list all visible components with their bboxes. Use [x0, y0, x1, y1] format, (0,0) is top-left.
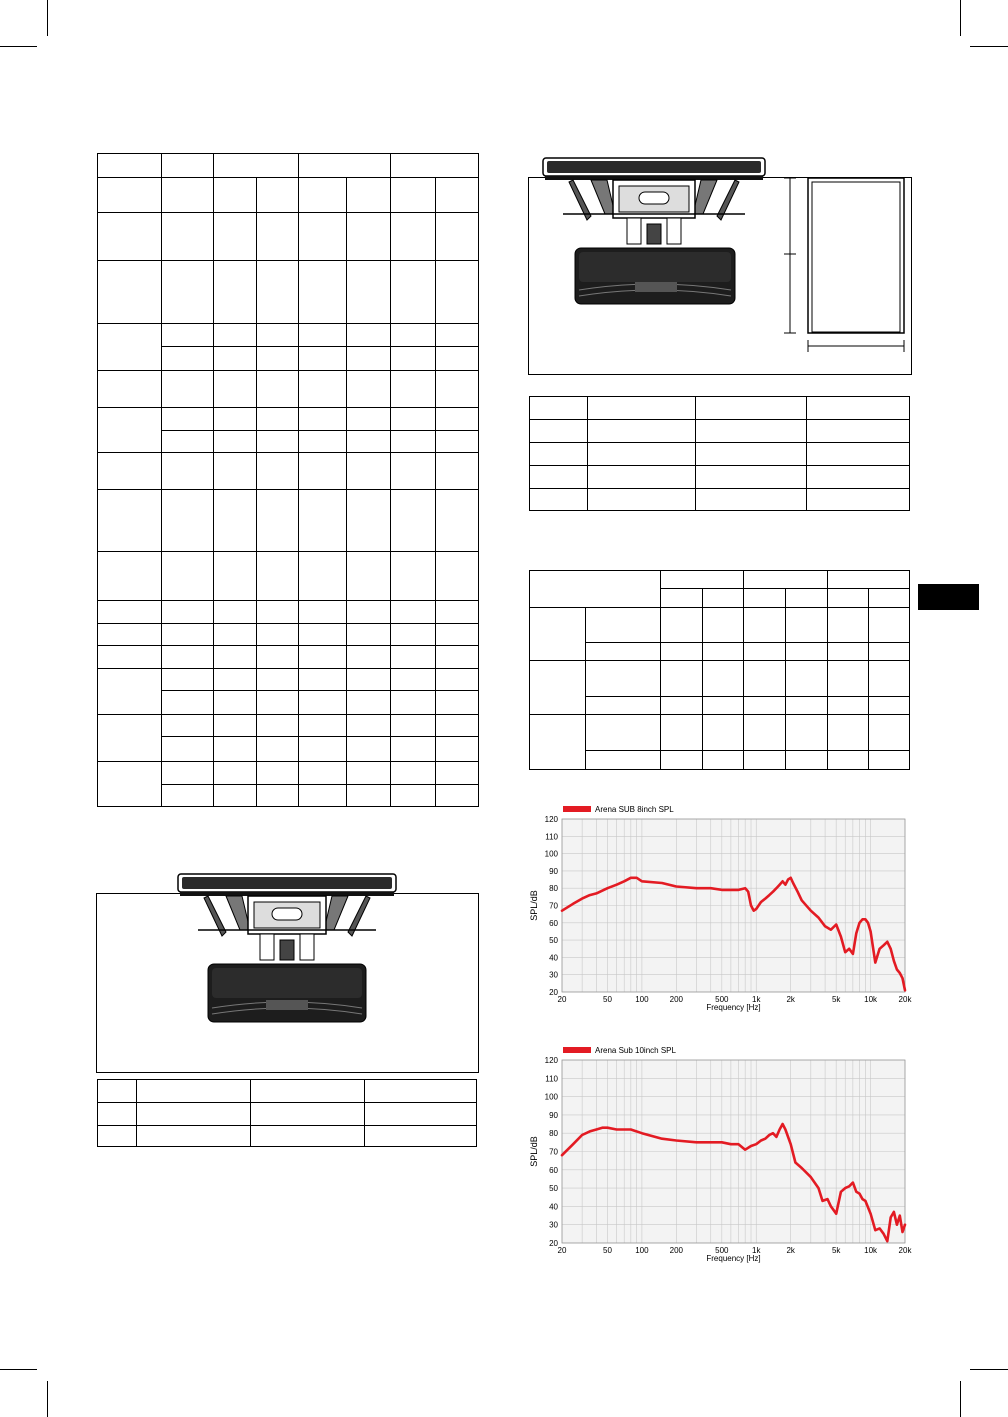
- subwoofer-side-view-image: [541, 156, 767, 308]
- table-row: [530, 607, 909, 608]
- y-tick-label: 60: [549, 918, 558, 928]
- table-column: [702, 588, 703, 769]
- table-row: [98, 260, 478, 261]
- section-tab: [918, 584, 979, 610]
- table-column: [868, 588, 869, 769]
- table-column: [585, 607, 586, 769]
- table-column: [161, 154, 162, 806]
- x-tick-label: 500: [715, 1246, 729, 1255]
- x-tick-label: 20: [557, 995, 567, 1004]
- table-row: [98, 714, 478, 715]
- legend-swatch: [563, 1047, 591, 1053]
- table-row: [98, 407, 478, 408]
- dimensions-table-small: [97, 1079, 477, 1147]
- crop-mark: [0, 1369, 37, 1370]
- table-row: [98, 212, 478, 213]
- table-column: [806, 397, 807, 510]
- table-column: [435, 177, 436, 806]
- table-column: [346, 177, 347, 806]
- x-axis-label: Frequency [Hz]: [706, 1003, 761, 1012]
- spl-chart-8inch-svg: [525, 805, 915, 1020]
- y-tick-label: 100: [544, 1092, 558, 1102]
- y-tick-label: 30: [549, 1220, 558, 1230]
- x-tick-label: 2k: [786, 1246, 795, 1255]
- table-subrow: [585, 750, 909, 751]
- x-tick-label: 200: [669, 995, 684, 1004]
- table-row: [98, 1102, 476, 1103]
- table-subrow: [585, 642, 909, 643]
- legend-label: Arena SUB 8inch SPL: [595, 805, 674, 814]
- y-tick-label: 40: [549, 1202, 558, 1212]
- x-tick-label: 10k: [864, 995, 878, 1004]
- y-axis-label: SPL/dB: [529, 890, 539, 921]
- table-row: [98, 489, 478, 490]
- x-tick-label: 200: [669, 1246, 684, 1255]
- table-column: [785, 588, 786, 769]
- y-tick-label: 80: [549, 1129, 558, 1139]
- x-tick-label: 50: [603, 1246, 612, 1255]
- y-tick-label: 90: [549, 1110, 558, 1120]
- x-tick-label: 10k: [864, 1246, 878, 1255]
- table-subrow: [161, 430, 478, 431]
- table-column: [827, 571, 828, 769]
- x-tick-label: 5k: [831, 995, 841, 1004]
- x-tick-label: 2k: [786, 995, 795, 1004]
- table-row: [98, 452, 478, 453]
- x-tick-label: 20k: [898, 1246, 912, 1255]
- y-tick-label: 70: [549, 901, 558, 911]
- table-subrow: [161, 690, 478, 691]
- table-column: [298, 154, 299, 806]
- enclosure-table: [529, 396, 910, 511]
- table-subrow: [585, 696, 909, 697]
- table-column: [390, 154, 391, 806]
- table-row: [98, 600, 478, 601]
- subwoofer-side-view-image: [176, 872, 398, 1028]
- table-row: [98, 761, 478, 762]
- comparison-table: [529, 570, 910, 770]
- table-row: [98, 370, 478, 371]
- x-tick-label: 100: [635, 995, 649, 1004]
- y-tick-label: 110: [545, 1074, 558, 1084]
- table-subrow: [161, 346, 478, 347]
- x-tick-label: 50: [603, 995, 612, 1004]
- spl-chart-8inch: [525, 805, 915, 1025]
- table-row: [98, 551, 478, 552]
- x-axis-label: Frequency [Hz]: [706, 1254, 761, 1263]
- y-axis-label: SPL/dB: [529, 1136, 539, 1167]
- x-tick-label: 1k: [752, 1246, 761, 1255]
- x-tick-label: 20k: [898, 995, 912, 1004]
- y-tick-label: 120: [544, 1056, 558, 1065]
- table-column: [250, 1080, 251, 1146]
- table-column: [587, 397, 588, 510]
- table-row: [98, 668, 478, 669]
- crop-mark: [47, 1381, 48, 1417]
- y-tick-label: 100: [544, 849, 558, 859]
- crop-mark: [0, 46, 37, 47]
- y-tick-label: 70: [549, 1147, 558, 1157]
- y-tick-label: 60: [549, 1165, 558, 1175]
- spl-chart-10inch: [525, 1046, 915, 1276]
- x-tick-label: 500: [715, 995, 729, 1004]
- crop-mark: [970, 46, 1008, 47]
- legend-swatch: [563, 806, 591, 812]
- spl-chart-10inch-svg: [525, 1046, 915, 1271]
- table-row: [98, 323, 478, 324]
- table-row: [530, 660, 909, 661]
- table-column: [136, 1080, 137, 1146]
- spec-table: [97, 153, 479, 807]
- y-tick-label: 50: [549, 936, 558, 946]
- table-column: [364, 1080, 365, 1146]
- y-tick-label: 20: [549, 1239, 558, 1248]
- table-column: [695, 397, 696, 510]
- x-tick-label: 20: [557, 1246, 567, 1255]
- y-tick-label: 90: [549, 866, 558, 876]
- y-tick-label: 30: [549, 970, 558, 980]
- table-row: [98, 623, 478, 624]
- table-subrow: [161, 784, 478, 785]
- table-row: [98, 177, 478, 178]
- y-tick-label: 50: [549, 1184, 558, 1194]
- y-tick-label: 20: [549, 988, 558, 997]
- enclosure-dimension-diagram: [776, 172, 908, 354]
- table-row: [530, 714, 909, 715]
- x-tick-label: 1k: [752, 995, 761, 1004]
- table-column: [213, 154, 214, 806]
- crop-mark: [960, 0, 961, 36]
- y-tick-label: 110: [545, 832, 558, 842]
- crop-mark: [970, 1369, 1008, 1370]
- table-column: [743, 571, 744, 769]
- table-row: [98, 1125, 476, 1126]
- crop-mark: [960, 1381, 961, 1417]
- y-tick-label: 120: [544, 815, 558, 824]
- table-subrow: [161, 736, 478, 737]
- x-tick-label: 100: [635, 1246, 649, 1255]
- y-tick-label: 80: [549, 884, 558, 894]
- y-tick-label: 40: [549, 953, 558, 963]
- table-column: [660, 571, 661, 769]
- x-tick-label: 5k: [831, 1246, 841, 1255]
- legend-label: Arena Sub 10inch SPL: [595, 1046, 676, 1055]
- table-column: [256, 177, 257, 806]
- table-row: [98, 645, 478, 646]
- crop-mark: [47, 0, 48, 36]
